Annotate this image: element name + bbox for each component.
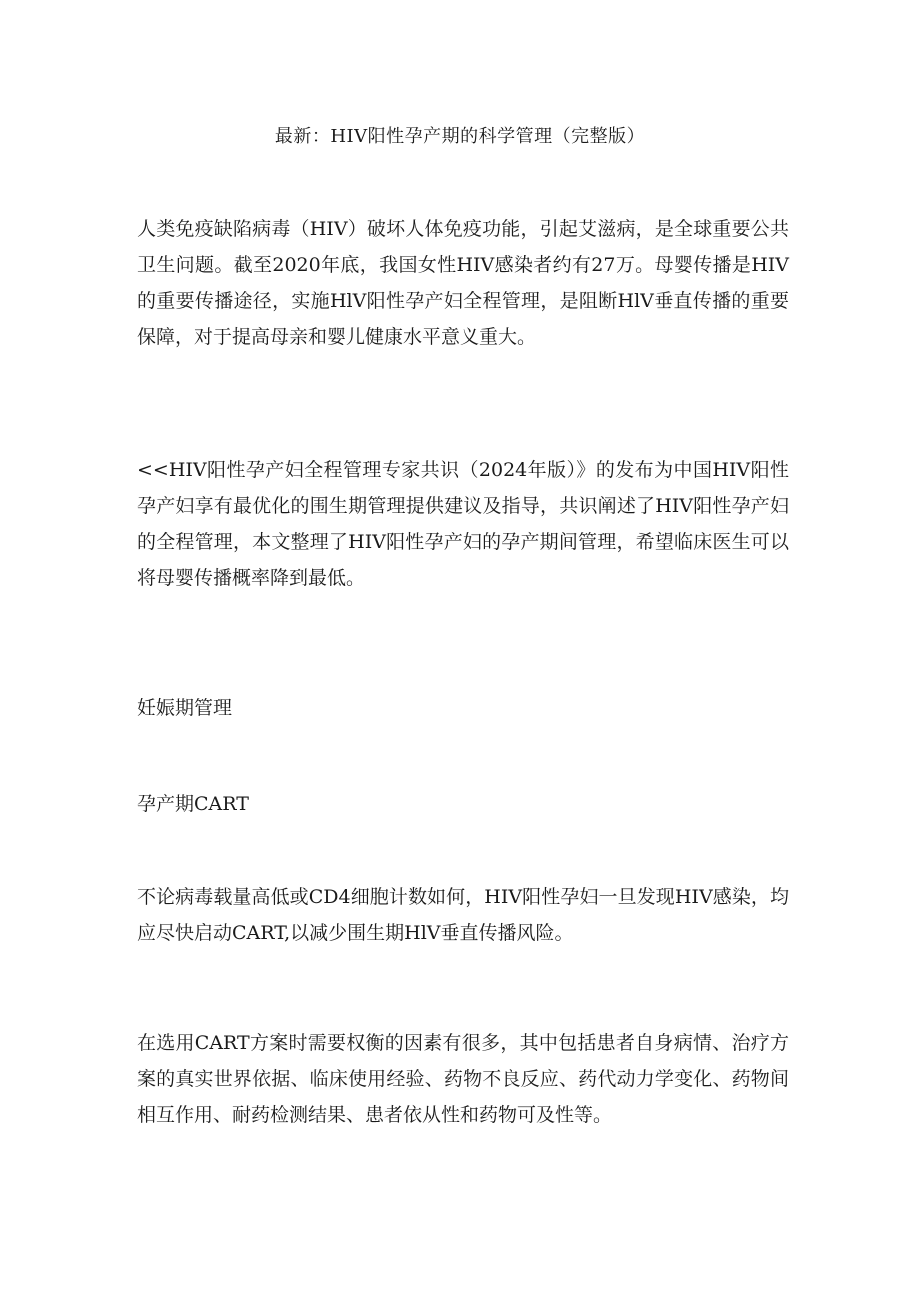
document-title: 最新：HIV阳性孕产期的科学管理（完整版） xyxy=(274,126,646,147)
intro-paragraph: 人类免疫缺陷病毒（HIV）破坏人体免疫功能，引起艾滋病，是全球重要公共卫生问题。截至2020年底，我国女性HIV感染者约有27万。母婴传播是HIV的重要传播途径，实施HlV阳性孕产妇全程管理，是阻断HlV垂直传播的重要保障，对于提高母亲和婴儿健康水平意义重大。 xyxy=(137,218,789,348)
consensus-paragraph: <<HIV阳性孕产妇全程管理专家共识（2024年版）》的发布为中国HIV阳性孕产妇享有最优化的围生期管理提供建议及指导，共识阐述了HIV阳性孕产妇的全程管理，本文整理了HIV阳性孕产妇的孕产期间管理，希望临床医生可以将母婴传播概率降到最低。 xyxy=(137,459,789,589)
section-heading: 妊娠期管理 xyxy=(137,697,233,719)
cart-factors-paragraph: 在选用CART方案时需要权衡的因素有很多，其中包括患者自身病情、治疗方案的真实世界依据、临床使用经验、药物不良反应、药代动力学变化、药物间相互作用、耐药检测结果、患者依从性和药物可及性等。 xyxy=(137,1032,789,1126)
subsection-heading: 孕产期CART xyxy=(137,793,249,815)
cart-start-paragraph: 不论病毒载量高低或CD4细胞计数如何，HIV阳性孕妇一旦发现HIV感染，均应尽快启动CART,以减少围生期HlV垂直传播风险。 xyxy=(137,886,789,944)
